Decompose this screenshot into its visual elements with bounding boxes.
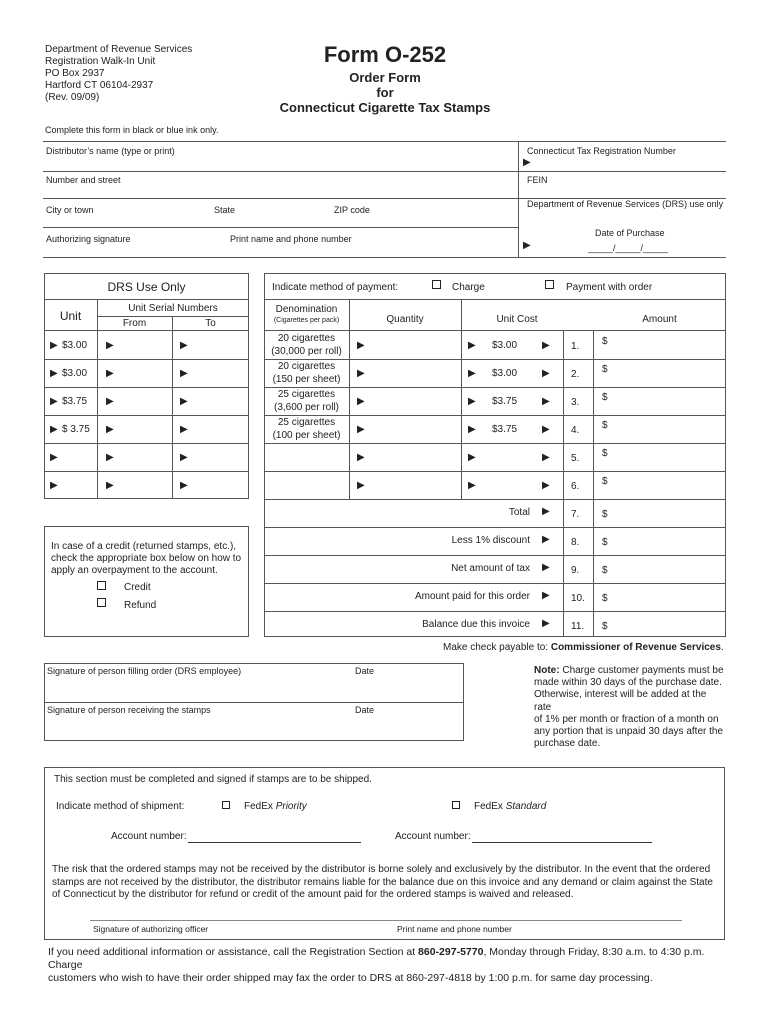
refund-checkbox[interactable] [97,598,106,607]
denomination-line-2: (100 per sheet) [272,430,341,441]
payable-to [443,642,724,653]
line-arrow-icon: ▶ [542,452,550,463]
charge-note [534,665,726,750]
payable-prefix: Make check payable to: [443,642,551,653]
denomination-cell [264,360,349,386]
denomination-line-2: (30,000 per roll) [271,346,342,357]
subtitle-line-1: Order Form [349,70,421,85]
risk-line-2: stamps are not received by the distributor, the distributor remains liable for the balance due on this invoice and any demand or claim against the State [52,876,713,888]
state-field[interactable]: State [214,205,236,215]
denomination-line-1: 25 cigarettes [277,417,336,428]
to-header: To [205,318,216,329]
line-arrow-icon: ▶ [542,368,550,379]
footer-info [48,946,728,985]
unit-cost-arrow-icon: ▶ [468,452,476,463]
note-line-1: Charge customer payments must be [559,665,724,676]
to-arrow-icon: ▶ [180,480,188,491]
line-arrow-icon: ▶ [542,424,550,435]
note-line-2: made within 30 days of the purchase date. [534,677,722,689]
denomination-cell [264,388,349,414]
form-subtitle [250,70,520,115]
line-number: 4. [571,425,580,436]
total-label: Amount paid for this order [414,591,530,602]
subtitle-line-3: Connecticut Cigarette Tax Stamps [279,100,491,115]
from-arrow-icon: ▶ [106,396,114,407]
unit-header: Unit [59,309,82,323]
officer-print-name-label: Print name and phone number [397,924,512,934]
fedex-standard-label [474,801,546,812]
drs-unit-value: $3.00 [62,368,88,379]
cig-per-pack-header: (Cigarettes per pack) [273,317,340,324]
city-field[interactable]: City or town [46,205,94,215]
amount-field[interactable] [612,447,722,467]
shipment-method-label: Indicate method of shipment: [56,801,185,812]
quantity-field[interactable] [370,363,456,383]
line-arrow-icon: ▶ [542,340,550,351]
priority-account-label: Account number: [111,831,187,842]
drs-row-arrow-icon: ▶ [50,368,58,379]
amount-field[interactable] [612,363,722,383]
unit-cost-value: $3.75 [492,424,518,435]
to-arrow-icon: ▶ [180,396,188,407]
tax-registration-field[interactable]: Connecticut Tax Registration Number [527,146,676,156]
amount-field[interactable] [612,391,722,411]
from-serial-field[interactable] [118,363,168,383]
quantity-arrow-icon: ▶ [357,480,365,491]
total-line-number: 9. [571,565,580,576]
to-arrow-icon: ▶ [180,452,188,463]
denomination-cell [264,416,349,442]
number-street-field[interactable]: Number and street [46,175,121,185]
payment-with-order-checkbox[interactable] [545,280,554,289]
from-header: From [122,318,147,329]
footer-text-2: customers who wish to have their order shipped may fax the order to DRS at 860-297-4818 by 1:00 p.m. for same day processing. [48,972,653,984]
note-line-3: Otherwise, interest will be added at the rate [534,689,707,713]
footer-text-1a: If you need additional information or assistance, call the Registration Section at [48,946,419,958]
quantity-arrow-icon: ▶ [357,340,365,351]
zip-field[interactable]: ZIP code [334,205,370,215]
from-serial-field[interactable] [118,447,168,467]
city-address: Hartford CT 06104-2937 [45,80,154,91]
credit-text-1: In case of a credit (returned stamps, etc.), [51,541,237,552]
credit-text-2: check the appropriate box below on how to [51,553,242,564]
line-number: 1. [571,341,580,352]
credit-text-3: apply an overpayment to the account. [51,565,218,576]
sig-filling-field[interactable]: Signature of person filling order (DRS employee) [47,666,242,676]
to-arrow-icon: ▶ [180,368,188,379]
fedex-priority-text: Priority [275,801,307,812]
total-line-number: 11. [571,621,585,632]
charge-label: Charge [452,282,485,293]
line-number: 6. [571,481,580,492]
quantity-field[interactable] [370,335,456,355]
total-dollar-sign: $ [602,621,608,632]
sig-filling-date-field[interactable]: Date [355,666,375,676]
drs-row-arrow-icon: ▶ [50,452,58,463]
total-label: Net amount of tax [451,563,530,574]
dollar-sign: $ [602,392,608,403]
quantity-arrow-icon: ▶ [357,368,365,379]
total-amount-field[interactable] [612,559,722,579]
from-arrow-icon: ▶ [106,368,114,379]
drs-unit-value: $3.75 [62,396,88,407]
unit-cost-header: Unit Cost [496,314,538,325]
from-arrow-icon: ▶ [106,340,114,351]
drs-row-arrow-icon: ▶ [50,396,58,407]
denomination-line-1: 20 cigarettes [277,333,336,344]
total-dollar-sign: $ [602,565,608,576]
quantity-field[interactable] [370,475,456,495]
denomination-line-1: 25 cigarettes [277,389,336,400]
to-arrow-icon: ▶ [180,424,188,435]
quantity-arrow-icon: ▶ [357,396,365,407]
credit-checkbox[interactable] [97,581,106,590]
shipping-intro: This section must be completed and signed if stamps are to be shipped. [54,774,372,785]
officer-signature-label: Signature of authorizing officer [93,924,209,934]
total-line-number: 10. [571,593,585,604]
from-serial-field[interactable] [118,391,168,411]
to-serial-field[interactable] [192,363,244,383]
fedex-standard-prefix: FedEx [474,801,506,812]
fedex-priority-label [244,801,307,812]
dollar-sign: $ [602,420,608,431]
fedex-priority-prefix: FedEx [244,801,276,812]
from-arrow-icon: ▶ [106,452,114,463]
dollar-sign: $ [602,476,608,487]
fedex-priority-checkbox[interactable] [222,801,230,809]
sig-receiving-field[interactable]: Signature of person receiving the stamps [47,705,211,715]
quantity-field[interactable] [370,447,456,467]
total-amount-field[interactable] [612,531,722,551]
total-arrow-icon: ▶ [542,618,550,629]
unit-cost-arrow-icon: ▶ [468,340,476,351]
note-line-6: purchase date. [534,738,601,750]
date-purchase-field[interactable]: _____/_____/_____ [588,243,669,253]
authorizing-signature-field[interactable]: Authorizing signature [46,234,131,244]
fedex-standard-checkbox[interactable] [452,801,460,809]
unit-cost-value: $3.00 [492,368,518,379]
print-name-field[interactable]: Print name and phone number [230,234,352,244]
line-number: 3. [571,397,580,408]
unit-cost-arrow-icon: ▶ [468,480,476,491]
amount-field[interactable] [612,475,722,495]
payable-suffix: . [720,642,724,653]
charge-checkbox[interactable] [432,280,441,289]
total-amount-field[interactable] [612,615,722,635]
arrow-right-icon: ▶ [523,240,531,251]
from-arrow-icon: ▶ [106,424,114,435]
risk-line-1: The risk that the ordered stamps may not be received by the distributor is borne solely and exclusively by the distributor. In the event that the ordered [52,864,711,875]
refund-label: Refund [124,600,157,611]
from-serial-field[interactable] [118,475,168,495]
amount-header: Amount [642,314,677,325]
from-serial-field[interactable] [118,419,168,439]
line-number: 5. [571,453,580,464]
po-box: PO Box 2937 [45,68,105,79]
from-serial-field[interactable] [118,335,168,355]
unit-cost-arrow-icon: ▶ [468,396,476,407]
subtitle-line-2: for [376,85,394,100]
risk-line-3: of Connecticut by the distributor for refund or credit of the amount paid for the ordered stamps is waived and released. [52,889,574,900]
quantity-arrow-icon: ▶ [357,424,365,435]
total-dollar-sign: $ [602,509,608,520]
denomination-line-2: (150 per sheet) [272,374,341,385]
unit-cost-value: $3.75 [492,396,518,407]
footer-phone: 860-297-5770 [418,946,484,958]
total-dollar-sign: $ [602,537,608,548]
total-dollar-sign: $ [602,593,608,604]
drs-unit-value: $3.00 [62,340,88,351]
distributor-name-field[interactable]: Distributor’s name (type or print) [46,146,175,156]
total-label: Balance due this invoice [422,619,530,630]
fedex-standard-text: Standard [505,801,547,812]
date-purchase-label: Date of Purchase [595,228,665,238]
total-label: Less 1% discount [451,535,530,546]
to-serial-field[interactable] [192,475,244,495]
dollar-sign: $ [602,336,608,347]
total-line-number: 8. [571,537,580,548]
line-arrow-icon: ▶ [542,396,550,407]
drs-unit-value: $ 3.75 [62,424,90,435]
total-amount-field[interactable] [612,503,722,523]
standard-account-label: Account number: [395,831,471,842]
quantity-header: Quantity [386,314,424,325]
unit-cost-arrow-icon: ▶ [468,368,476,379]
credit-label: Credit [124,582,151,593]
denomination-cell [264,332,349,358]
total-amount-field[interactable] [612,587,722,607]
drs-row-arrow-icon: ▶ [50,424,58,435]
quantity-arrow-icon: ▶ [357,452,365,463]
unit-cost-value: $3.00 [492,340,518,351]
note-line-4: of 1% per month or fraction of a month on [534,713,719,725]
to-serial-field[interactable] [192,419,244,439]
total-arrow-icon: ▶ [542,562,550,573]
quantity-field[interactable] [370,419,456,439]
serial-numbers-header: Unit Serial Numbers [128,303,218,314]
total-arrow-icon: ▶ [542,590,550,601]
to-arrow-icon: ▶ [180,340,188,351]
header-address [45,44,192,104]
drs-use-only-title: DRS Use Only [107,280,186,294]
quantity-field[interactable] [370,391,456,411]
amount-field[interactable] [612,419,722,439]
drs-row-arrow-icon: ▶ [50,340,58,351]
officer-signature-line[interactable] [90,920,682,921]
denomination-header: Denomination [275,304,338,315]
denomination-line-1: 20 cigarettes [277,361,336,372]
from-arrow-icon: ▶ [106,480,114,491]
denomination-line-2: (3,600 per roll) [273,402,340,413]
note-label: Note: [534,665,560,676]
credit-instructions [51,541,241,577]
form-title: Form O-252 [323,42,447,67]
payment-method-label: Indicate method of payment: [272,282,399,293]
line-arrow-icon: ▶ [542,480,550,491]
payment-with-order-label: Payment with order [566,282,653,293]
line-number: 2. [571,369,580,380]
risk-statement [52,864,722,902]
unit-name: Registration Walk-In Unit [45,56,156,67]
payee-name: Commissioner of Revenue Services [550,642,721,653]
note-line-5: any portion that is unpaid 30 days after the [534,726,724,738]
total-arrow-icon: ▶ [542,534,550,545]
arrow-right-icon: ▶ [523,157,531,168]
footer-text-1b: , Monday through Friday, 8:30 a.m. to 4:30 p.m. Charge [48,946,705,971]
drs-row-arrow-icon: ▶ [50,480,58,491]
total-label: Total [508,507,530,518]
fein-field[interactable]: FEIN [527,175,548,185]
dollar-sign: $ [602,448,608,459]
total-line-number: 7. [571,509,580,520]
dept-name: Department of Revenue Services [45,44,193,55]
drs-use-only-label: Department of Revenue Services (DRS) use only [527,199,724,209]
standard-account-field[interactable] [472,842,652,843]
revision: (Rev. 09/09) [45,92,100,103]
amount-field[interactable] [612,335,722,355]
sig-receiving-date-field[interactable]: Date [355,705,375,715]
total-arrow-icon: ▶ [542,506,550,517]
unit-cost-arrow-icon: ▶ [468,424,476,435]
ink-instruction: Complete this form in black or blue ink only. [45,125,219,135]
dollar-sign: $ [602,364,608,375]
to-serial-field[interactable] [192,391,244,411]
to-serial-field[interactable] [192,447,244,467]
to-serial-field[interactable] [192,335,244,355]
priority-account-field[interactable] [188,842,361,843]
